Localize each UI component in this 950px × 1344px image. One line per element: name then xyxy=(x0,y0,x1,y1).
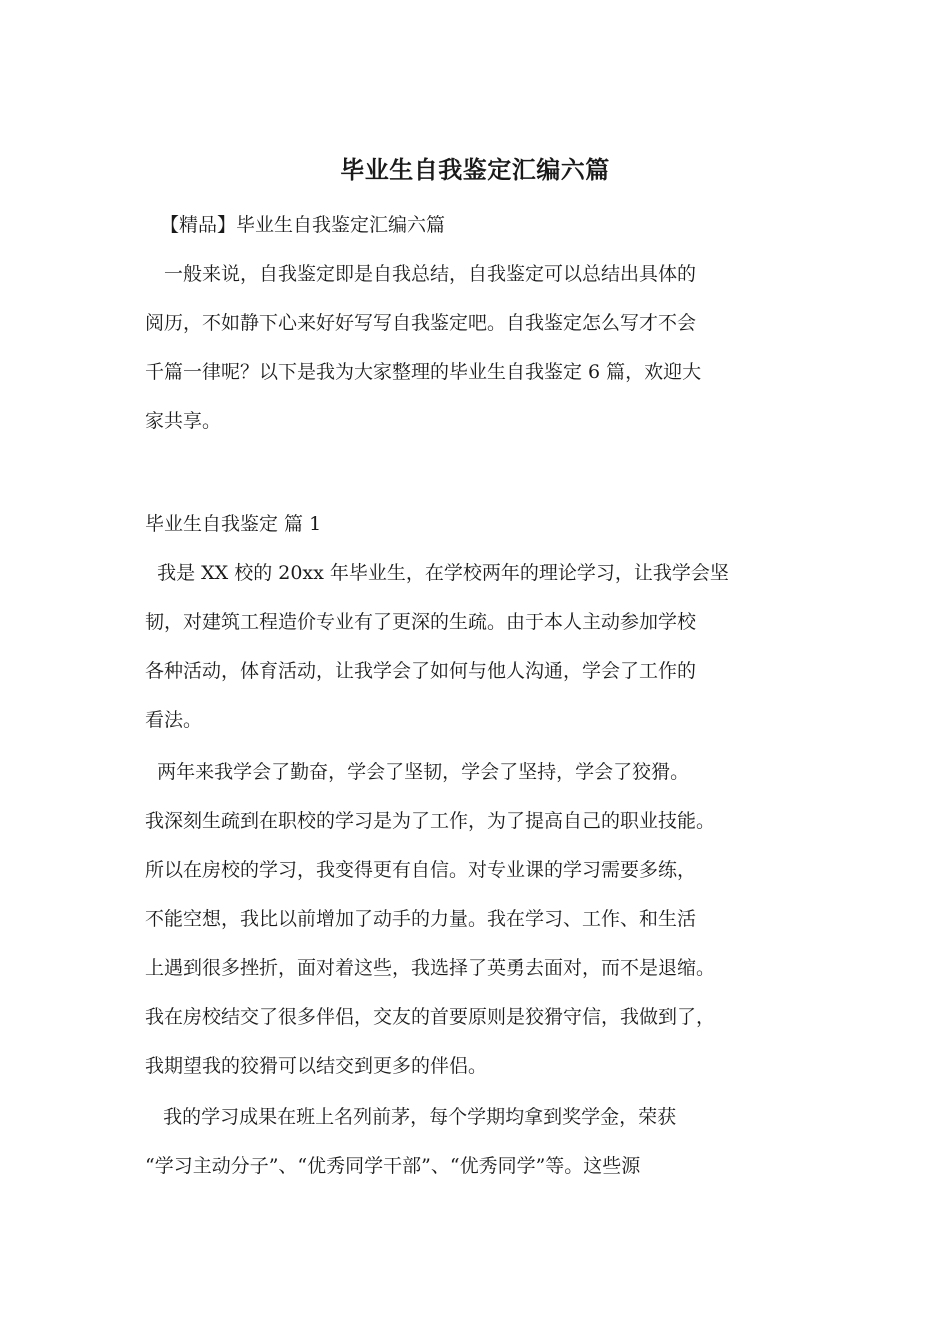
paragraph-line: 我是 XX 校的 20xx 年毕业生，在学校两年的理论学习，让我学会坚 xyxy=(145,562,729,584)
paragraph-line: 各种活动，体育活动，让我学会了如何与他人沟通，学会了工作的 xyxy=(145,660,697,682)
paragraph-line: 我在房校结交了很多伴侣，交友的首要原则是狡猾守信，我做到了， xyxy=(145,1006,716,1028)
paragraph-line: 看法。 xyxy=(145,709,203,731)
intro-line: 一般来说，自我鉴定即是自我总结，自我鉴定可以总结出具体的 xyxy=(145,263,697,285)
paragraph-line: 所以在房校的学习，我变得更有自信。对专业课的学习需要多练， xyxy=(145,859,697,881)
paragraph-line: 我的学习成果在班上名列前茅，每个学期均拿到奖学金，荣获 xyxy=(145,1106,677,1128)
paragraph-line: 我期望我的狡猾可以结交到更多的伴侣。 xyxy=(145,1055,488,1077)
intro-line: 阅历，不如静下心来好好写写自我鉴定吧。自我鉴定怎么写才不会 xyxy=(145,312,697,334)
intro-line: 千篇一律呢？以下是我为大家整理的毕业生自我鉴定 6 篇，欢迎大 xyxy=(145,361,702,383)
paragraph-line: “学习主动分子”、“优秀同学干部”、“优秀同学”等。这些源 xyxy=(145,1155,641,1177)
paragraph-line: 我深刻生疏到在职校的学习是为了工作，为了提高自己的职业技能。 xyxy=(145,810,716,832)
paragraph-2 xyxy=(145,748,809,1091)
document-subtitle: 【精品】毕业生自我鉴定汇编六篇 xyxy=(160,214,446,236)
paragraph-line: 不能空想，我比以前增加了动手的力量。我在学习、工作、和生活 xyxy=(145,908,697,930)
document-title: 毕业生自我鉴定汇编六篇 xyxy=(340,155,610,184)
paragraph-3 xyxy=(145,1093,809,1191)
intro-paragraph xyxy=(145,250,809,446)
paragraph-line: 上遇到很多挫折，面对着这些，我选择了英勇去面对，而不是退缩。 xyxy=(145,957,716,979)
intro-line: 家共享。 xyxy=(145,410,222,432)
paragraph-1 xyxy=(145,549,809,745)
paragraph-line: 两年来我学会了勤奋，学会了坚韧，学会了坚持，学会了狡猾。 xyxy=(145,761,690,783)
section-heading: 毕业生自我鉴定 篇 1 xyxy=(145,513,322,535)
paragraph-line: 韧，对建筑工程造价专业有了更深的生疏。由于本人主动参加学校 xyxy=(145,611,697,633)
